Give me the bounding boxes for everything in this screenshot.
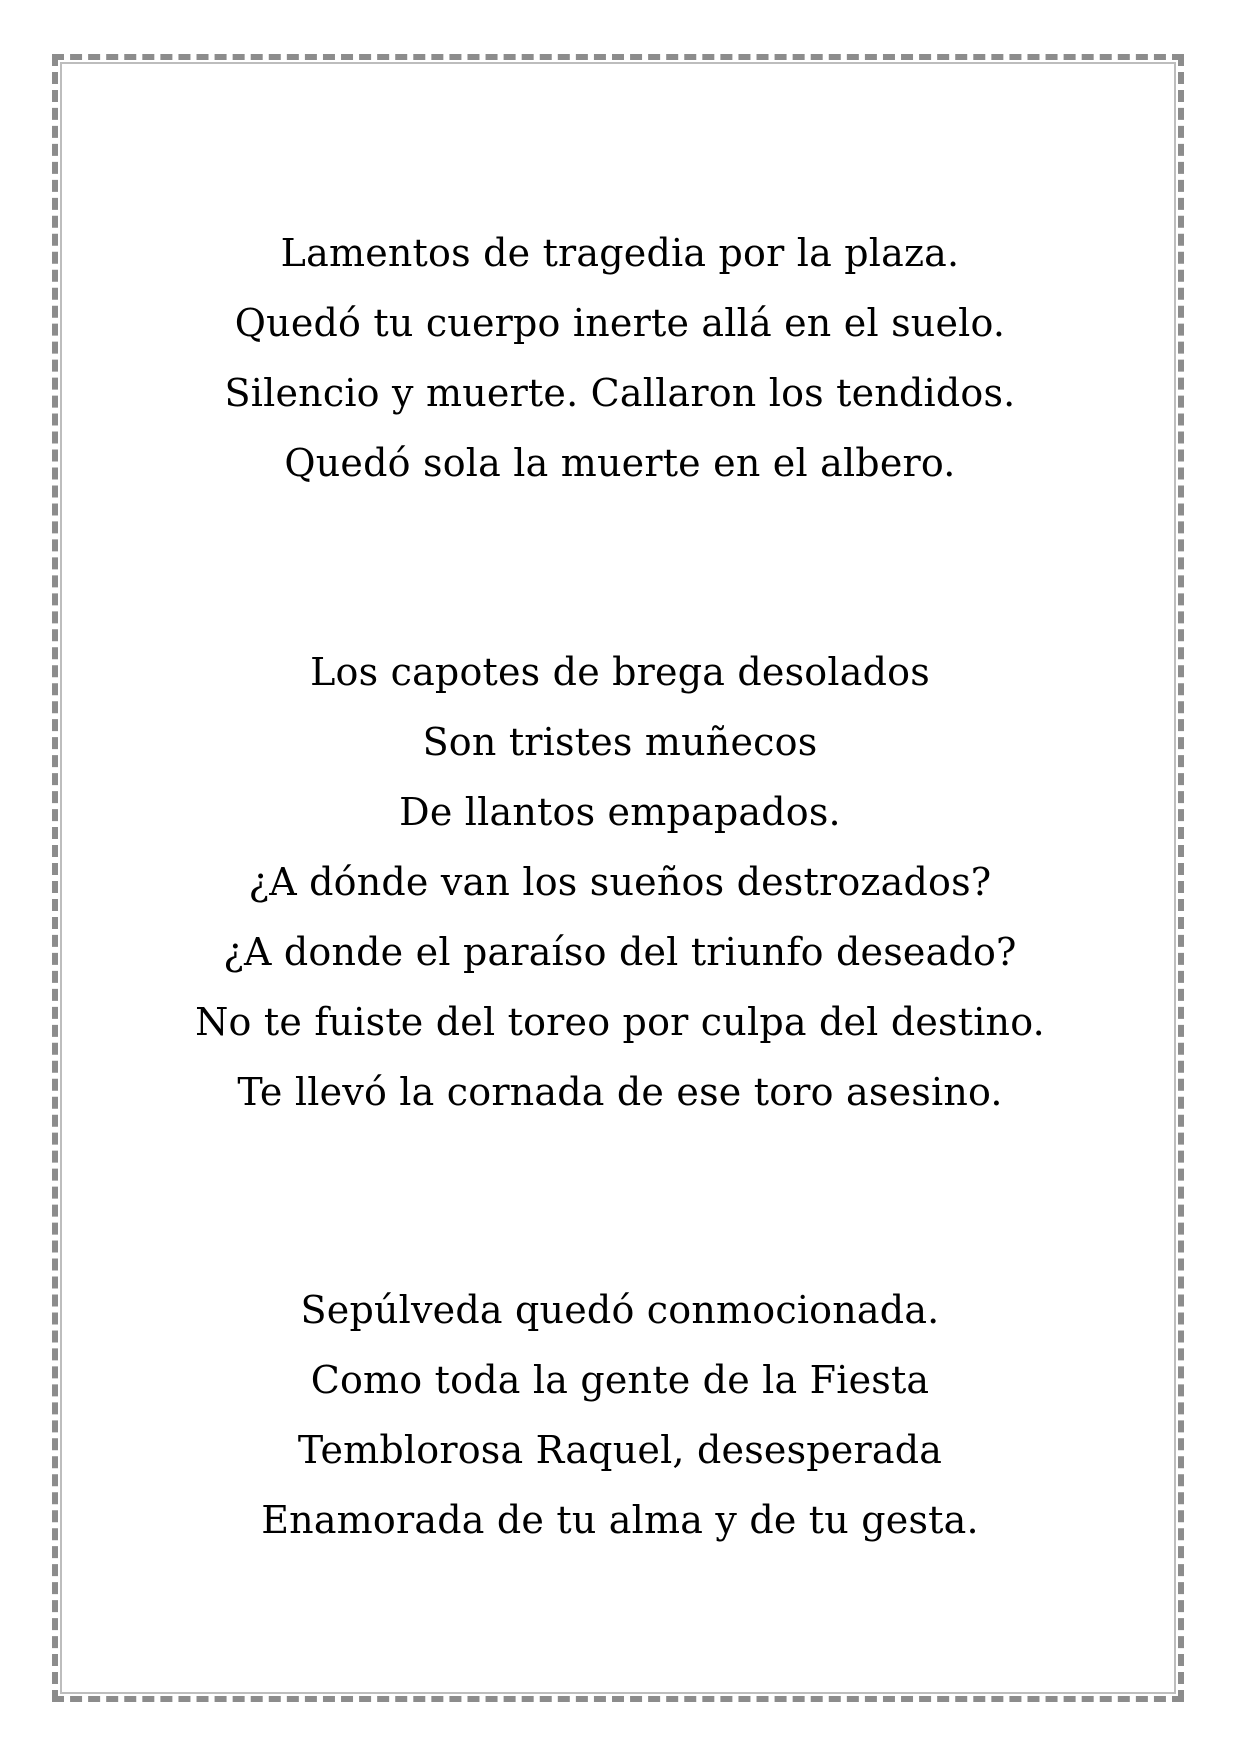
poem-line: ¿A dónde van los sueños destrozados? xyxy=(248,860,992,904)
poem-line: ¿A donde el paraíso del triunfo deseado? xyxy=(223,930,1017,974)
poem-line: De llantos empapados. xyxy=(399,790,841,834)
poem-line: Los capotes de brega desolados xyxy=(310,650,930,694)
poem-line: Lamentos de tragedia por la plaza. xyxy=(280,231,960,275)
poem-line: Sepúlveda quedó conmocionada. xyxy=(300,1288,940,1332)
poem-line: Como toda la gente de la Fiesta xyxy=(310,1358,930,1402)
stanza-1 xyxy=(0,218,1240,498)
stanza-2 xyxy=(0,637,1240,1127)
poem-line: Quedó sola la muerte en el albero. xyxy=(284,441,956,485)
poem-line: Te llevó la cornada de ese toro asesino. xyxy=(237,1070,1003,1114)
stanza-3 xyxy=(0,1275,1240,1555)
poem-line: Enamorada de tu alma y de tu gesta. xyxy=(261,1498,979,1542)
poem-line: Son tristes muñecos xyxy=(422,720,818,764)
poem-line: No te fuiste del toreo por culpa del destino. xyxy=(195,1000,1045,1044)
poem-line: Quedó tu cuerpo inerte allá en el suelo. xyxy=(234,301,1006,345)
poem-line: Silencio y muerte. Callaron los tendidos. xyxy=(224,371,1016,415)
poem-line: Temblorosa Raquel, desesperada xyxy=(297,1428,943,1472)
